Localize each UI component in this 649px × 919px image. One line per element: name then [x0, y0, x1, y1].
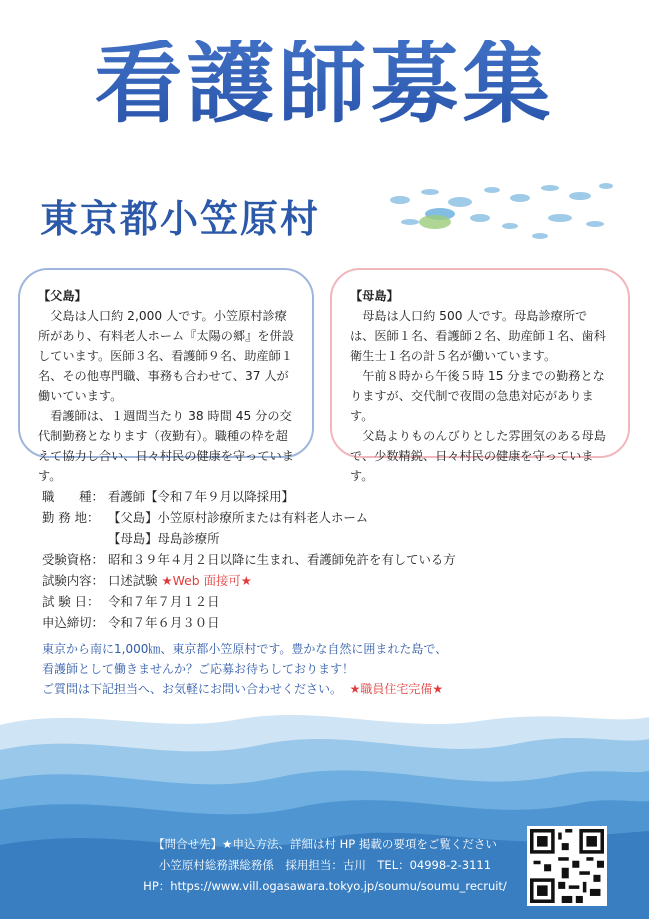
- intro-text: [42, 639, 447, 699]
- job-details: [42, 486, 456, 633]
- contact-footer: [140, 834, 510, 897]
- intro-line: 東京から南に1,000㎞、東京都小笠原村です。豊かな自然に囲まれた島で、: [42, 642, 448, 656]
- detail-value: 令和７年６月３０日: [108, 615, 220, 630]
- detail-value: 令和７年７月１２日: [108, 594, 220, 609]
- contact-line: 小笠原村総務課総務係 採用担当：古川 TEL：04998-2-3111: [158, 858, 492, 872]
- detail-row: [42, 507, 456, 528]
- website-link[interactable]: HP：https://www.vill.ogasawara.tokyo.jp/soumu/soumu_recruit/: [143, 879, 507, 893]
- hahajima-paragraph-2: 午前８時から午後５時 15 分までの勤務となりますが、交代制で夜間の急患対応があります。: [350, 369, 605, 423]
- qr-code-icon[interactable]: [527, 826, 607, 906]
- detail-row: [42, 528, 456, 549]
- subtitle: 東京都小笠原村: [40, 197, 321, 241]
- chichijima-heading: 【父島】: [38, 289, 87, 303]
- chichijima-paragraph-1: 父島は人口約 2,000 人です。小笠原村診療所があり、有料老人ホーム『太陽の郷』を併設しています。医師３名、看護師９名、助産師１名、その他専門職、事務も合わせて、37 人が働いています。: [38, 309, 294, 403]
- detail-value: 【父島】小笠原村診療所または有料老人ホーム: [108, 510, 369, 525]
- detail-row: [42, 591, 456, 612]
- housing-note: ★職員住宅完備★: [349, 682, 444, 696]
- detail-value: 昭和３９年４月２日以降に生まれ、看護師免許を有している方: [108, 552, 456, 567]
- detail-label: 勤 務 地：: [42, 510, 100, 525]
- chichijima-card: [18, 268, 314, 483]
- intro-line: 看護師として働きませんか？ご応募お待ちしております！: [42, 662, 355, 676]
- hahajima-card: [330, 268, 630, 483]
- hahajima-paragraph-3: 父島よりものんびりとした雰囲気のある母島で、少数精鋭、日々村民の健康を守っています。: [350, 429, 606, 483]
- detail-row: [42, 486, 456, 507]
- intro-line: ご質問は下記担当へ、お気軽にお問い合わせください。: [42, 682, 343, 696]
- page-title: 看護師募集: [0, 40, 649, 128]
- detail-label: 試験内容：: [42, 573, 104, 588]
- detail-value: 口述試験: [108, 573, 158, 588]
- hahajima-heading: 【母島】: [350, 289, 399, 303]
- web-interview-note: ★Web 面接可★: [161, 573, 252, 588]
- detail-label: 職 種：: [42, 489, 104, 504]
- detail-label: 受験資格：: [42, 552, 104, 567]
- chichijima-paragraph-2: 看護師は、１週間当たり 38 時間 45 分の交代制勤務となります（夜勤有）。職種の枠を超えて協力し合い、日々村民の健康を守っています。: [38, 409, 294, 483]
- detail-row: [42, 612, 456, 633]
- detail-value: 【母島】母島診療所: [108, 531, 220, 546]
- hahajima-paragraph-1: 母島は人口約 500 人です。母島診療所では、医師１名、看護師２名、助産師１名、歯科衛生士１名の計５名が働いています。: [350, 309, 606, 363]
- detail-row: [42, 570, 456, 591]
- fish-illustration: [380, 178, 620, 248]
- contact-line: 【問合せ先】★申込方法、詳細は村 HP 掲載の要項をご覧ください: [153, 837, 497, 851]
- detail-label: [42, 528, 108, 549]
- detail-label: 試 験 日：: [42, 594, 100, 609]
- detail-row: [42, 549, 456, 570]
- detail-value: 看護師【令和７年９月以降採用】: [108, 489, 294, 504]
- detail-label: 申込締切：: [42, 615, 104, 630]
